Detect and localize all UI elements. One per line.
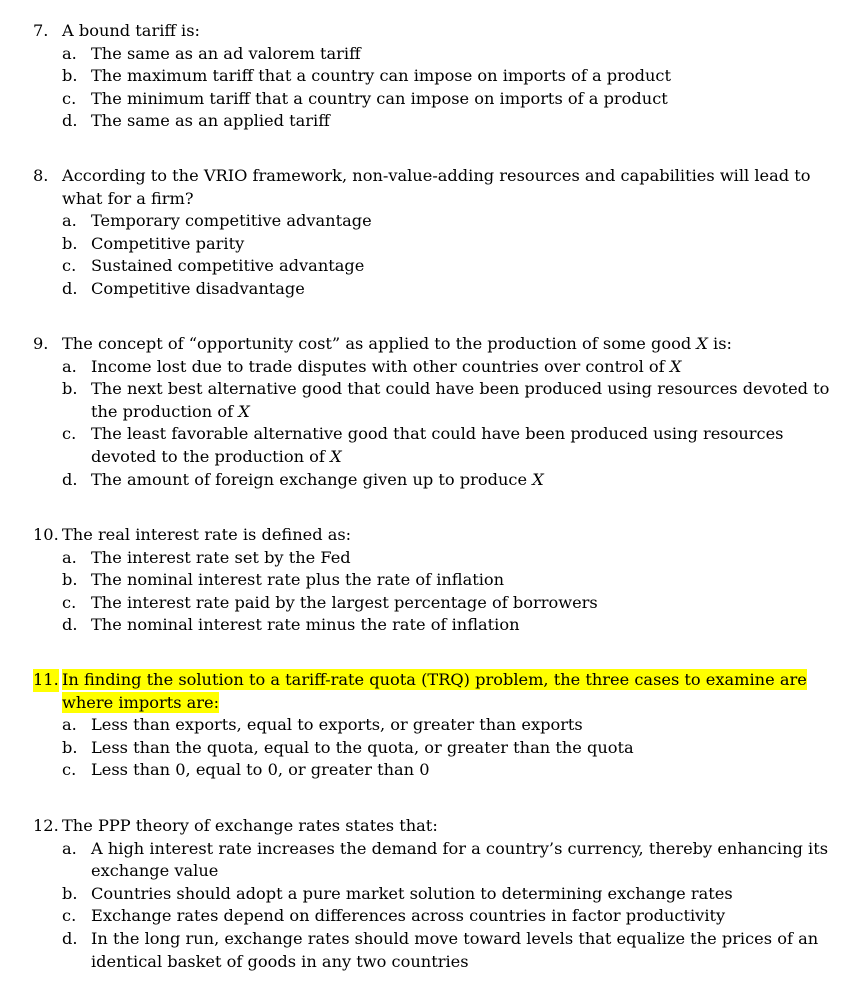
option-letter: a. bbox=[62, 547, 77, 567]
question-text: The concept of “opportunity cost” as applied to the production of some good X is: bbox=[62, 334, 732, 353]
question-9 bbox=[0, 333, 865, 491]
question-text-highlighted: In finding the solution to a tariff-rate quota (TRQ) problem, the three cases to examine are where imports are: bbox=[62, 670, 807, 712]
option-c bbox=[0, 759, 865, 782]
option-letter: d. bbox=[62, 278, 78, 298]
option-letter: b. bbox=[62, 883, 78, 903]
option-letter: d. bbox=[62, 615, 78, 635]
option-text: Income lost due to trade disputes with other countries over control of X bbox=[91, 356, 682, 376]
option-b bbox=[0, 569, 865, 592]
option-text: Less than the quota, equal to the quota, or greater than the quota bbox=[91, 737, 634, 757]
question-text: The PPP theory of exchange rates states that: bbox=[62, 816, 438, 835]
option-letter: b. bbox=[62, 233, 78, 253]
option-b bbox=[0, 737, 865, 760]
option-letter: c. bbox=[62, 256, 77, 276]
question-stem bbox=[0, 165, 865, 210]
option-a bbox=[0, 838, 865, 883]
option-letter: a. bbox=[62, 356, 77, 376]
question-8 bbox=[0, 165, 865, 301]
option-letter: c. bbox=[62, 760, 77, 780]
option-a bbox=[0, 714, 865, 737]
option-text: A high interest rate increases the demand for a country’s currency, thereby enhancing its exchange value bbox=[91, 838, 829, 881]
option-a bbox=[0, 210, 865, 233]
option-letter: d. bbox=[62, 928, 78, 948]
question-text: According to the VRIO framework, non-value-adding resources and capabilities will lead to what for a firm? bbox=[62, 166, 811, 208]
option-text: The interest rate set by the Fed bbox=[91, 547, 351, 567]
option-text: The least favorable alternative good that could have been produced using resources devoted to the production of X bbox=[91, 424, 784, 466]
option-letter: c. bbox=[62, 906, 77, 926]
question-stem bbox=[0, 20, 865, 43]
option-c bbox=[0, 592, 865, 615]
question-text: A bound tariff is: bbox=[62, 21, 200, 40]
option-d bbox=[0, 110, 865, 133]
option-letter: c. bbox=[62, 592, 77, 612]
option-c bbox=[0, 905, 865, 928]
question-number: 10. bbox=[33, 525, 59, 544]
option-d bbox=[0, 614, 865, 637]
option-a bbox=[0, 547, 865, 570]
option-d bbox=[0, 928, 865, 973]
option-b bbox=[0, 378, 865, 423]
option-text: In the long run, exchange rates should move toward levels that equalize the prices of an identical basket of goods in any two countries bbox=[91, 928, 819, 971]
option-letter: a. bbox=[62, 211, 77, 231]
option-text: Less than 0, equal to 0, or greater than 0 bbox=[91, 760, 430, 780]
option-text: The minimum tariff that a country can impose on imports of a product bbox=[91, 88, 668, 108]
option-a bbox=[0, 356, 865, 379]
option-c bbox=[0, 255, 865, 278]
option-letter: b. bbox=[62, 737, 78, 757]
option-c bbox=[0, 88, 865, 111]
question-text: The real interest rate is defined as: bbox=[62, 525, 352, 544]
question-number: 7. bbox=[33, 21, 49, 40]
option-text: The amount of foreign exchange given up to produce X bbox=[91, 469, 544, 489]
question-stem bbox=[0, 815, 865, 838]
option-letter: a. bbox=[62, 715, 77, 735]
option-text: Competitive disadvantage bbox=[91, 278, 305, 298]
option-b bbox=[0, 883, 865, 906]
option-letter: a. bbox=[62, 838, 77, 858]
question-7 bbox=[0, 20, 865, 133]
question-12 bbox=[0, 815, 865, 973]
option-a bbox=[0, 43, 865, 66]
option-d bbox=[0, 278, 865, 301]
option-text: The nominal interest rate plus the rate of inflation bbox=[91, 570, 505, 590]
option-b bbox=[0, 65, 865, 88]
option-letter: a. bbox=[62, 43, 77, 63]
option-letter: c. bbox=[62, 88, 77, 108]
question-10 bbox=[0, 524, 865, 637]
option-text: Countries should adopt a pure market solution to determining exchange rates bbox=[91, 883, 733, 903]
option-text: Exchange rates depend on differences across countries in factor productivity bbox=[91, 906, 726, 926]
option-text: The same as an applied tariff bbox=[91, 111, 330, 131]
option-text: Less than exports, equal to exports, or greater than exports bbox=[91, 715, 583, 735]
option-letter: c. bbox=[62, 424, 77, 444]
option-text: The interest rate paid by the largest percentage of borrowers bbox=[91, 592, 598, 612]
option-text: The same as an ad valorem tariff bbox=[91, 43, 361, 63]
question-number: 9. bbox=[33, 334, 49, 353]
option-c bbox=[0, 423, 865, 468]
question-stem bbox=[0, 669, 865, 714]
question-number: 8. bbox=[33, 166, 49, 185]
option-letter: d. bbox=[62, 469, 78, 489]
question-11 bbox=[0, 669, 865, 782]
question-number: 11. bbox=[33, 669, 59, 692]
option-letter: d. bbox=[62, 111, 78, 131]
question-stem bbox=[0, 524, 865, 547]
option-text: Temporary competitive advantage bbox=[91, 211, 372, 231]
option-text: The maximum tariff that a country can impose on imports of a product bbox=[91, 66, 671, 86]
option-letter: b. bbox=[62, 379, 78, 399]
option-d bbox=[0, 469, 865, 492]
question-stem bbox=[0, 333, 865, 356]
option-letter: b. bbox=[62, 66, 78, 86]
option-text: Sustained competitive advantage bbox=[91, 256, 365, 276]
option-b bbox=[0, 233, 865, 256]
option-text: The nominal interest rate minus the rate of inflation bbox=[91, 615, 520, 635]
question-number: 12. bbox=[33, 816, 59, 835]
option-text: The next best alternative good that could have been produced using resources devoted to the production of X bbox=[91, 379, 830, 421]
option-letter: b. bbox=[62, 570, 78, 590]
option-text: Competitive parity bbox=[91, 233, 245, 253]
